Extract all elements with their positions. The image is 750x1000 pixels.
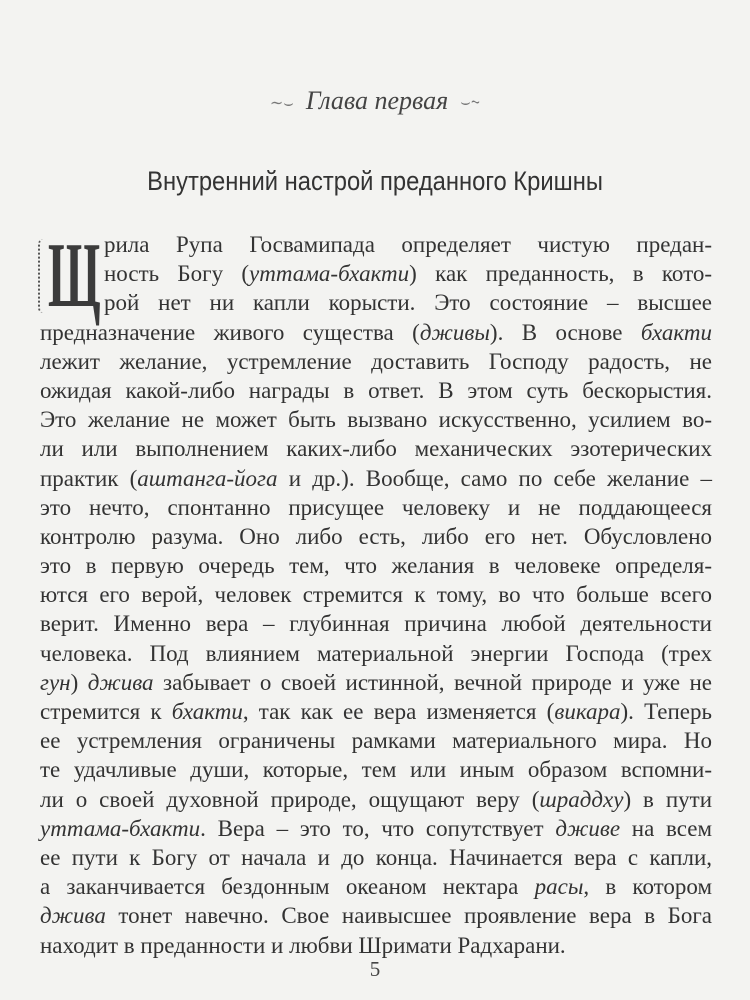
text-segment: забывает о своей истинной, вечной природе и уже не [153, 669, 712, 695]
text-segment: верит. Именно вера – глубинная причина любой деятельности [40, 611, 712, 637]
text-line [40, 551, 712, 580]
text-segment: лежит желание, устремление доставить Господу радость, не [40, 348, 712, 374]
italic-term: джива [87, 669, 154, 695]
text-line [40, 755, 712, 784]
text-segment: ). Теперь [620, 699, 712, 724]
text-segment: ее пути к Богу от начала и до конца. Начинается вера с капли, [40, 844, 712, 870]
text-segment: , в котором [583, 874, 712, 900]
italic-term: викара [554, 699, 621, 724]
text-line [104, 288, 712, 317]
text-segment: Это желание не может быть вызвано искусственно, усилием во- [40, 407, 712, 433]
text-segment: это в первую очередь тем, что желания в человеке определя- [40, 553, 712, 579]
italic-term: гун [40, 669, 71, 695]
italic-term: уттама-бхакти [40, 815, 201, 841]
italic-term: расы [534, 874, 584, 900]
text-line [40, 726, 712, 755]
body-text [40, 224, 713, 960]
text-segment: ) как преданность, в кото- [409, 261, 712, 287]
text-line [40, 405, 712, 434]
text-segment: ) [70, 669, 88, 695]
drop-cap-letter: Щ [48, 224, 101, 326]
text-line [40, 434, 712, 463]
italic-term: шраддху [539, 786, 624, 812]
text-segment: тонет навечно. Свое наивысшее проявление вера в Бога [105, 903, 712, 929]
text-line [40, 639, 712, 668]
italic-term: аштанга-йога [137, 465, 278, 491]
text-segment: на всем [620, 815, 712, 841]
section-heading: Внутренний настрой преданного Кришны [147, 166, 603, 196]
text-segment: , так как ее вера изменяется ( [242, 699, 555, 724]
chapter-title [0, 86, 750, 116]
italic-term: дживе [555, 815, 621, 841]
text-segment: . Вера – это то, что сопутствует [200, 815, 556, 841]
text-segment: контролю разума. Оно либо есть, либо его нет. Обусловлено [40, 523, 712, 549]
ornament-right-icon: ⌣∼ [460, 94, 481, 112]
text-segment: предназначение живого существа ( [40, 319, 420, 345]
italic-term: бхакти [171, 699, 243, 724]
text-line [104, 259, 712, 288]
text-line [40, 785, 712, 814]
text-line [104, 230, 712, 259]
text-line [40, 668, 712, 697]
text-segment: а заканчивается бездонным океаном нектара [40, 874, 535, 900]
italic-term: джива [40, 903, 106, 929]
text-segment: человека. Под влиянием материальной энергии Господа (трех [40, 640, 712, 666]
text-segment: ность Богу ( [104, 261, 250, 287]
text-segment: и др.). Вообще, само по себе желание – [277, 465, 712, 491]
text-line [40, 580, 712, 609]
text-line [40, 901, 712, 930]
italic-term: дживы [419, 319, 490, 345]
text-line [40, 347, 712, 376]
chapter-label: Глава первая [305, 86, 449, 115]
text-segment: ли о своей духовной природе, ощущают веру ( [40, 786, 540, 812]
italic-term: бхакти [640, 319, 712, 345]
text-segment: ). В основе [489, 319, 641, 345]
text-line [40, 697, 712, 726]
text-line [40, 464, 712, 493]
text-segment: ются его верой, человек стремится к тому, во что больше всего [40, 582, 712, 608]
page-number: 5 [369, 957, 381, 981]
text-line [40, 493, 712, 522]
text-line [40, 814, 712, 843]
text-segment: находит в преданности и любви Шримати Радхарани. [40, 932, 566, 958]
text-segment: практик ( [40, 465, 138, 491]
text-line [40, 872, 712, 901]
text-line [40, 843, 712, 872]
text-line [40, 931, 712, 960]
text-segment: ее устремления ограничены рамками материального мира. Но [40, 728, 712, 754]
text-segment: стремится к [40, 699, 172, 724]
text-segment: это нечто, спонтанно присущее человеку и не поддающееся [40, 494, 712, 520]
text-segment: рила Рупа Госвамипада определяет чистую предан- [104, 232, 712, 257]
drop-cap [40, 224, 101, 326]
text-segment: ожидая какой-либо награды в ответ. В этом суть бескорыстия. [40, 377, 712, 403]
text-segment: ли или выполнением каких-либо механических эзотерических [40, 436, 712, 462]
text-segment: те удачливые души, которые, тем или иным образом вспомни- [40, 757, 712, 783]
text-line [40, 522, 712, 551]
text-segment: рой нет ни капли корысти. Это состояние – высшее [104, 290, 712, 316]
text-line [40, 376, 712, 405]
floral-ornament-icon [38, 239, 48, 313]
text-line [40, 318, 712, 347]
ornament-left-icon: ∼⌣ [269, 95, 294, 113]
text-segment: ) в пути [623, 786, 713, 812]
italic-term: уттама-бхакти [249, 261, 410, 287]
text-line [40, 609, 712, 638]
